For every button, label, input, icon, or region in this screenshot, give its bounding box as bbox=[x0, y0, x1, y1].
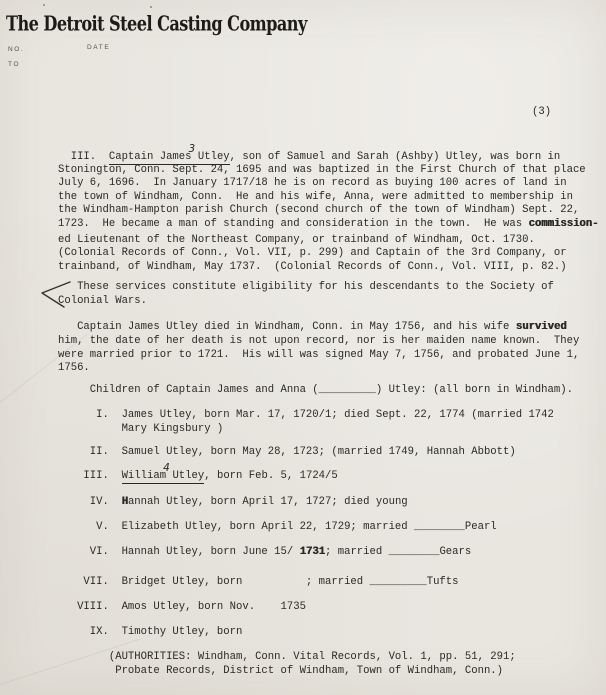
biography-line: ed Lieutenant of the Northeast Company, or trainband of Windham, Oct. 1730. bbox=[58, 234, 535, 246]
child-entry-text: VI. Hannah Utley, born June 15/ bbox=[58, 546, 300, 558]
biography-line: the Windham-Hampton parish Church (second church of the town of Windham) Sept. 22, bbox=[58, 204, 580, 216]
overstruck-year: 1731 bbox=[299, 546, 326, 558]
child-entry-text: , born Feb. 5, 1724/5 bbox=[204, 470, 338, 482]
child-entry: I. James Utley, born Mar. 17, 1720/1; died Sept. 22, 1774 (married 1742 bbox=[58, 409, 554, 421]
biography-line bbox=[58, 218, 598, 231]
biography-line: (Colonial Records of Conn., Vol. VII, p. 299) and Captain of the 3rd Company, or bbox=[58, 247, 567, 259]
biography-text: , son of Samuel and Sarah (Ashby) Utley, was born in bbox=[229, 151, 561, 163]
biography-line: the town of Windham, Conn. He and his wife, Anna, were admitted to membership in bbox=[58, 191, 573, 203]
child-entry-numeral: IV. bbox=[58, 496, 122, 508]
biography-line: July 6, 1696. In January 1717/18 he is on record as buying 100 acres of land in bbox=[58, 177, 567, 189]
paper-speck bbox=[43, 4, 45, 6]
child-entry bbox=[58, 496, 408, 509]
death-paragraph-line: 1756. bbox=[58, 362, 90, 374]
biography-text: 1723. He became a man of standing and consideration in the town. He was bbox=[58, 218, 529, 230]
biography-indent: III. bbox=[58, 151, 109, 163]
child-entry: VII. Bridget Utley, born ; married _________Tufts bbox=[58, 576, 459, 588]
child-entry: III. William4 Utley, born Feb. 5, 1724/5 bbox=[58, 462, 338, 482]
biography-line: Stonington, Conn. Sept. 24, 1695 and was baptized in the First Church of that place bbox=[58, 164, 586, 176]
child-entry-continuation: Mary Kingsbury ) bbox=[58, 423, 224, 435]
child-entry-numeral: III. bbox=[58, 470, 122, 482]
paper-speck bbox=[150, 6, 152, 8]
child-entry: II. Samuel Utley, born May 28, 1723; (married 1749, Hannah Abbott) bbox=[58, 446, 516, 458]
underlined-name: Utley bbox=[191, 151, 230, 163]
overstruck-word: commission- bbox=[528, 218, 599, 230]
child-entry-text: ; married ________Gears bbox=[325, 546, 472, 558]
letterhead-company-name: The Detroit Steel Casting Company bbox=[6, 13, 307, 37]
child-entry: VIII. Amos Utley, born Nov. 1735 bbox=[58, 601, 306, 613]
underlined-name: Utley bbox=[166, 470, 205, 482]
biography-line: III. Captain James3 Utley, son of Samuel and Sarah (Ashby) Utley, was born in bbox=[58, 143, 561, 163]
letterhead-no-label: NO. bbox=[8, 46, 25, 53]
death-paragraph-line bbox=[58, 321, 567, 334]
death-paragraph-line: him, the date of her death is not upon record, nor is her maiden name known. They bbox=[58, 335, 580, 347]
page-number: (3) bbox=[532, 106, 552, 118]
child-entry-text: annah Utley, born April 17, 1727; died young bbox=[127, 496, 408, 508]
letterhead-to-label: TO bbox=[8, 61, 21, 68]
authorities-line: Probate Records, District of Windham, Town of Windham, Conn.) bbox=[58, 665, 504, 677]
death-paragraph-text: Captain James Utley died in Windham, Conn. in May 1756, and his wife bbox=[58, 321, 516, 333]
child-entry: IX. Timothy Utley, born bbox=[58, 626, 243, 638]
underlined-name: Captain James bbox=[108, 151, 192, 163]
eligibility-note-line: These services constitute eligibility for his descendants to the Society of bbox=[58, 281, 554, 293]
child-entry bbox=[58, 546, 471, 559]
child-entry: V. Elizabeth Utley, born April 22, 1729; married ________Pearl bbox=[58, 521, 497, 533]
biography-line: trainband, of Windham, May 1737. (Colonial Records of Conn., Vol. VIII, p. 82.) bbox=[58, 261, 567, 273]
eligibility-note-line: Colonial Wars. bbox=[58, 295, 148, 307]
authorities-line: (AUTHORITIES: Windham, Conn. Vital Records, Vol. 1, pp. 51, 291; bbox=[58, 651, 516, 663]
children-list-header: Children of Captain James and Anna (_________) Utley: (all born in Windham). bbox=[58, 384, 573, 396]
underlined-name: William bbox=[121, 470, 167, 482]
overstruck-letter: H bbox=[121, 496, 128, 508]
overstruck-word: survived bbox=[515, 321, 567, 333]
letterhead-date-label: DATE bbox=[87, 44, 111, 51]
death-paragraph-line: were married prior to 1721. His will was signed May 7, 1756, and probated June 1, bbox=[58, 349, 580, 361]
